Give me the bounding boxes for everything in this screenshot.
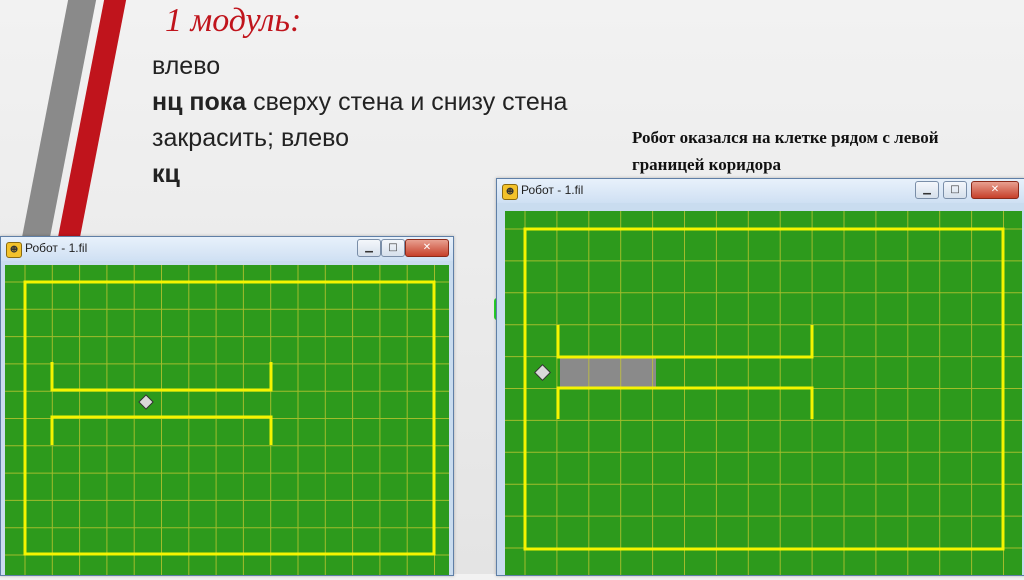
window-titlebar[interactable]	[1, 237, 453, 261]
slide-title: 1 модуль:	[165, 2, 302, 39]
code-keyword-nc-poka: нц пока	[152, 88, 247, 116]
code-line-2	[152, 88, 567, 117]
maximize-button[interactable]: □	[381, 239, 405, 257]
close-button[interactable]: ✕	[971, 181, 1019, 199]
robot-window-before[interactable]	[0, 236, 454, 576]
code-line-4: кц	[152, 160, 180, 188]
robot-field-svg	[505, 211, 1022, 575]
maximize-button[interactable]: □	[943, 181, 967, 199]
robot-field	[5, 265, 449, 575]
result-note-line-1: Робот оказался на клетке рядом с левой	[632, 128, 939, 147]
robot-app-icon: ☻	[502, 184, 518, 200]
robot-app-icon: ☻	[6, 242, 22, 258]
window-title: Робот - 1.fil	[25, 241, 88, 255]
robot-window-after[interactable]	[496, 178, 1024, 576]
robot-field	[505, 211, 1022, 575]
window-title: Робот - 1.fil	[521, 183, 584, 197]
result-note-line-2: границей коридора	[632, 155, 782, 174]
close-button[interactable]: ✕	[405, 239, 449, 257]
code-line-1: влево	[152, 52, 221, 80]
minimize-button[interactable]: ▁	[357, 239, 381, 257]
grid-lines	[505, 211, 1022, 575]
robot-diamond-icon	[535, 365, 551, 381]
window-titlebar[interactable]	[497, 179, 1024, 203]
code-condition: сверху стена и снизу стена	[246, 88, 568, 116]
code-line-3: закрасить; влево	[152, 124, 350, 152]
result-note	[632, 124, 1024, 178]
robot-diamond-icon	[139, 395, 153, 409]
minimize-button[interactable]: ▁	[915, 181, 939, 199]
robot-field-svg	[5, 265, 449, 575]
grid-lines	[5, 265, 449, 575]
painted-cells	[560, 357, 656, 387]
